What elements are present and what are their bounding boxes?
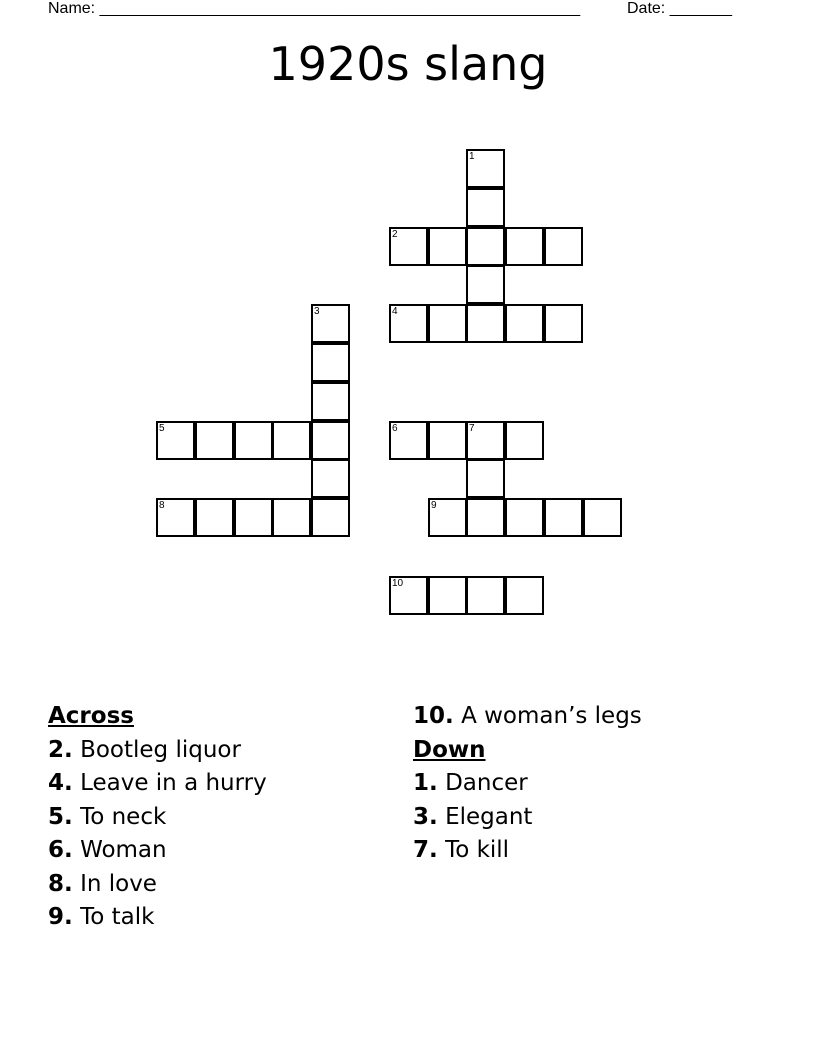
grid-cell[interactable] [234,498,273,537]
clue-text: Leave in a hurry [80,770,267,796]
grid-cell[interactable] [583,498,622,537]
grid-cell[interactable] [428,498,467,537]
clue-number-label: 2 [392,229,398,240]
grid-cell[interactable] [428,576,467,615]
clue-across-2 [48,734,267,768]
grid-cell[interactable] [311,421,350,460]
grid-cell[interactable] [389,304,428,343]
grid-cell[interactable] [466,576,505,615]
grid-cell[interactable] [234,421,273,460]
clue-number: 7. [413,837,438,863]
grid-cell[interactable] [195,421,234,460]
name-field-label: Name: ______________________________________________________ [48,0,581,17]
clue-down-3 [413,801,642,835]
grid-cell[interactable] [466,188,505,227]
down-heading: Down [413,736,486,763]
grid-cell[interactable] [272,498,311,537]
grid-cell[interactable] [466,227,505,266]
grid-cell[interactable] [466,304,505,343]
grid-cell[interactable] [505,498,544,537]
clue-text: Bootleg liquor [80,736,241,763]
grid-cell[interactable] [428,304,467,343]
grid-cell[interactable] [544,304,583,343]
clue-across-4 [48,767,267,801]
clue-number: 4. [48,770,73,796]
clue-number: 3. [413,803,438,830]
across-heading: Across [48,703,134,729]
page-title: 1920s slang [268,37,548,91]
grid-cell[interactable] [505,227,544,266]
grid-cell[interactable] [466,498,505,537]
clue-across-5 [48,801,267,835]
clue-text: To neck [80,803,167,830]
clue-number: 2. [48,736,73,763]
grid-cell[interactable] [156,421,195,460]
grid-cell[interactable] [544,227,583,266]
clue-across-8 [48,868,267,902]
clue-number-label: 10 [392,578,404,589]
clue-number: 6. [48,837,73,863]
clue-number-label: 5 [159,423,165,434]
grid-cell[interactable] [389,576,428,615]
grid-cell[interactable] [311,459,350,498]
clue-text: To kill [445,837,510,863]
clue-text: Elegant [445,803,533,830]
clue-down-1 [413,767,642,801]
grid-cell[interactable] [195,498,234,537]
date-field-label: Date: _______ [627,0,732,17]
clue-text: Woman [80,837,167,863]
clue-across-9 [48,901,267,935]
clue-down-7 [413,834,642,868]
clue-number: 9. [48,904,73,930]
grid-cell[interactable] [311,304,350,343]
grid-cell[interactable] [272,421,311,460]
clue-number-label: 3 [314,306,320,317]
clue-across-10 [413,700,642,734]
clue-text: In love [80,870,157,897]
clue-number-label: 9 [431,500,437,511]
grid-cell[interactable] [466,149,505,188]
grid-cell[interactable] [544,498,583,537]
clue-text: To talk [80,904,155,930]
grid-cell[interactable] [311,382,350,421]
clues-column-right [413,700,642,868]
grid-cell[interactable] [389,227,428,266]
clue-number-label: 8 [159,500,165,511]
grid-cell[interactable] [428,421,467,460]
grid-cell[interactable] [311,343,350,382]
grid-cell[interactable] [466,459,505,498]
grid-cell[interactable] [505,576,544,615]
grid-cell[interactable] [389,421,428,460]
grid-cell[interactable] [466,421,505,460]
grid-cell[interactable] [505,304,544,343]
grid-cell[interactable] [505,421,544,460]
clue-text: Dancer [445,770,528,796]
grid-cell[interactable] [156,498,195,537]
clue-number-label: 1 [469,151,475,162]
clue-number: 8. [48,870,73,897]
clue-number-label: 6 [392,423,398,434]
clue-across-6 [48,834,267,868]
clue-number-label: 7 [469,423,475,434]
clue-number-label: 4 [392,306,398,317]
clue-number: 1. [413,770,438,796]
clues-column-left [48,700,267,935]
clue-number: 5. [48,803,73,830]
clue-number: 10. [413,703,454,729]
grid-cell[interactable] [311,498,350,537]
grid-cell[interactable] [466,265,505,304]
grid-cell[interactable] [428,227,467,266]
clue-text: A woman’s legs [461,703,642,729]
